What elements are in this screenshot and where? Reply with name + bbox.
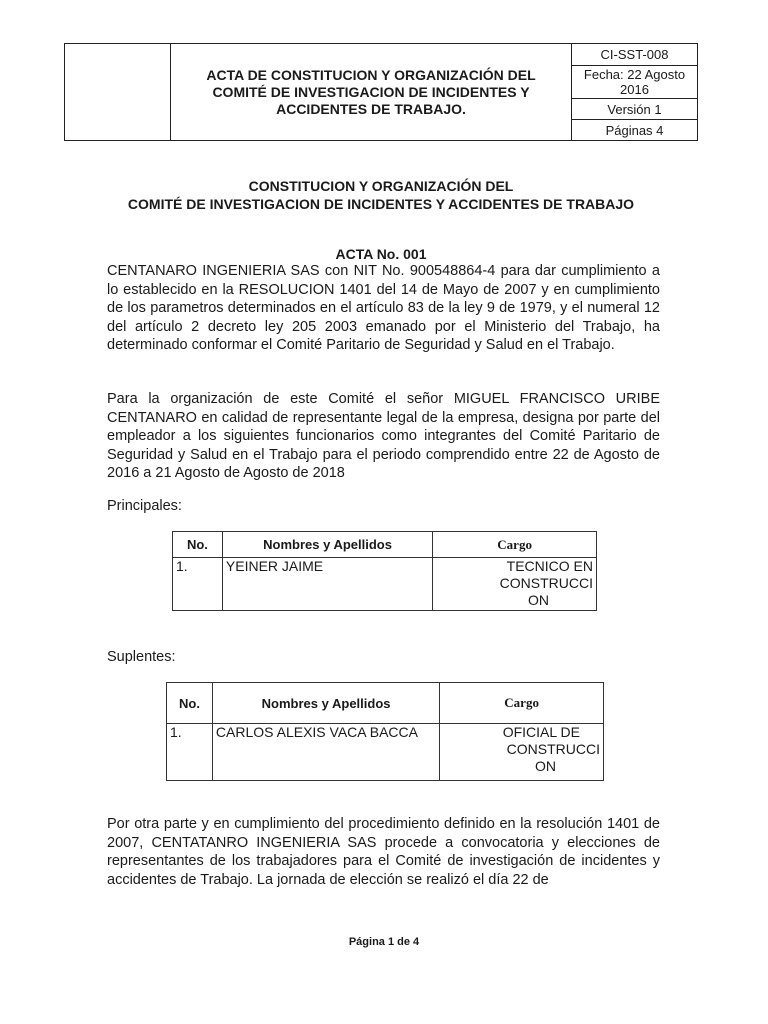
suplentes-label: Suplentes: bbox=[107, 649, 176, 665]
document-title-line: COMITÉ DE INVESTIGACION DE INCIDENTES Y ACCIDENTES DE TRABAJO bbox=[127, 196, 635, 212]
paragraph-elections: Por otra parte y en cumplimiento del procedimiento definido en la resolución 1401 de 2007, CENTATANRO INGENIERIA SAS procede a convocatoria y elecciones de representantes de los trabajadores para el Comité de investigación de incidentes y accidentes de Trabajo. La jornada de elección se realizó el día 22 de bbox=[107, 816, 660, 888]
suplentes-table bbox=[166, 682, 604, 781]
table-header-row bbox=[167, 683, 604, 724]
document-pages: Páginas 4 bbox=[605, 122, 664, 138]
cargo-line: OFICIAL DE bbox=[502, 724, 580, 740]
document-date bbox=[572, 66, 697, 100]
principales-table bbox=[172, 531, 597, 611]
cell-name: CARLOS ALEXIS VACA BACCA bbox=[212, 724, 439, 781]
paragraph-constitution: CENTANARO INGENIERIA SAS con NIT No. 900548864-4 para dar cumplimiento a lo establecido en la RESOLUCION 1401 del 14 de Mayo de 2007 y en cumplimiento de los parametros determinados en el artículo 83 de la ley 9 de 1979, y el numeral 12 del artículo 2 decreto ley 205 2003 emanado por el Ministerio del Trabajo, ha determinado conformar el Comité Paritario de Seguridad y Salud en el Trabajo. bbox=[107, 263, 660, 353]
logo-cell bbox=[65, 44, 171, 140]
cargo-line: CONSTRUCCI bbox=[499, 575, 593, 591]
document-version: Versión 1 bbox=[572, 99, 697, 120]
cell-cargo bbox=[433, 558, 597, 611]
date-line: Fecha: 22 Agosto bbox=[583, 67, 686, 83]
cargo-line: CONSTRUCCI bbox=[506, 741, 600, 757]
document-header bbox=[64, 43, 698, 141]
column-header-no: No. bbox=[167, 683, 213, 724]
date-line: 2016 bbox=[620, 82, 649, 98]
paragraph-organization: Para la organización de este Comité el señor MIGUEL FRANCISCO URIBE CENTANARO en calidad de representante legal de la empresa, designa por parte del empleador a los siguientes funcionarios como integrantes del Comité Paritario de Seguridad y Salud en el Trabajo para el periodo comprendido entre 22 de Agosto de 2016 a 21 Agosto de Agosto de 2018 bbox=[107, 391, 660, 481]
principales-label: Principales: bbox=[107, 498, 182, 514]
column-header-name: Nombres y Apellidos bbox=[212, 683, 439, 724]
cargo-line: ON bbox=[535, 758, 556, 774]
table-header-row bbox=[173, 532, 597, 558]
header-title-line: ACCIDENTES DE TRABAJO. bbox=[276, 100, 466, 117]
table-row bbox=[167, 724, 604, 781]
column-header-no: No. bbox=[173, 532, 223, 558]
cell-name: YEINER JAIME bbox=[222, 558, 432, 611]
header-title-line: COMITÉ DE INVESTIGACION DE INCIDENTES Y bbox=[212, 83, 530, 100]
cell-no: 1. bbox=[167, 724, 213, 781]
column-header-cargo: Cargo bbox=[433, 532, 597, 558]
cell-no: 1. bbox=[173, 558, 223, 611]
page-number: Página 1 de 4 bbox=[348, 936, 420, 948]
document-title-line: CONSTITUCION Y ORGANIZACIÓN DEL bbox=[248, 178, 514, 194]
cell-cargo bbox=[440, 724, 604, 781]
table-row bbox=[173, 558, 597, 611]
column-header-cargo: Cargo bbox=[440, 683, 604, 724]
header-title bbox=[171, 44, 572, 140]
cargo-line: ON bbox=[528, 592, 549, 608]
document-code: CI-SST-008 bbox=[572, 44, 697, 66]
acta-number: ACTA No. 001 bbox=[335, 246, 427, 262]
header-title-line: ACTA DE CONSTITUCION Y ORGANIZACIÓN DEL bbox=[206, 66, 536, 83]
cargo-line: TECNICO EN bbox=[506, 558, 593, 574]
document-title bbox=[64, 177, 698, 213]
column-header-name: Nombres y Apellidos bbox=[222, 532, 432, 558]
header-metadata bbox=[572, 44, 697, 140]
